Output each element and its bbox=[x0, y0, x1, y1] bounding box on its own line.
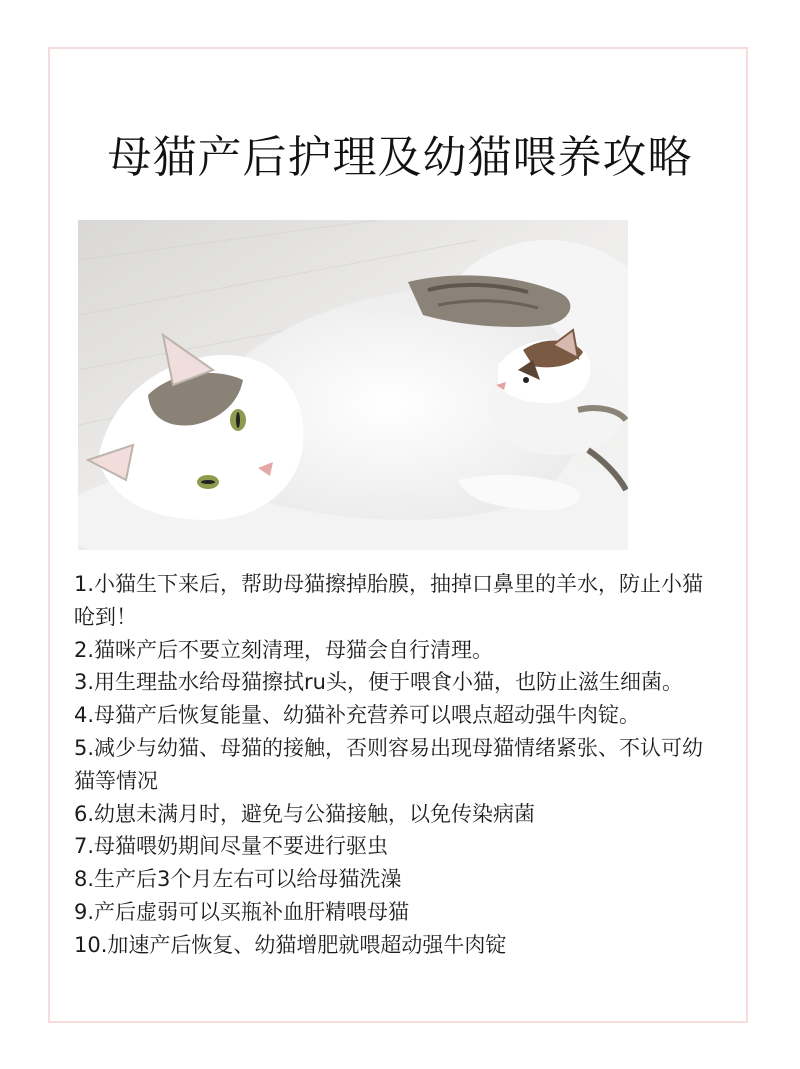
list-item: 4.母猫产后恢复能量、幼猫补充营养可以喂点超动强牛肉锭。 bbox=[74, 703, 641, 728]
list-item: 5.减少与幼猫、母猫的接触，否则容易出现母猫情绪紧张、不认可幼猫等情况 bbox=[74, 735, 704, 793]
list-item: 2.猫咪产后不要立刻清理，母猫会自行清理。 bbox=[74, 637, 494, 662]
list-item: 9.产后虚弱可以买瓶补血肝精喂母猫 bbox=[74, 899, 410, 924]
list-item: 7.母猫喂奶期间尽量不要进行驱虫 bbox=[74, 834, 389, 859]
list-item: 3.用生理盐水给母猫擦拭ru头，便于喂食小猫，也防止滋生细菌。 bbox=[74, 670, 683, 695]
cat-nursing-kitten-photo bbox=[78, 220, 628, 550]
list-item: 6.幼崽未满月时，避免与公猫接触，以免传染病菌 bbox=[74, 801, 536, 826]
page-title: 母猫产后护理及幼猫喂养攻略 bbox=[107, 132, 693, 183]
list-item: 10.加速产后恢复、幼猫增肥就喂超动强牛肉锭 bbox=[74, 932, 507, 957]
list-item: 8.生产后3个月左右可以给母猫洗澡 bbox=[74, 867, 402, 892]
tips-list bbox=[74, 568, 722, 962]
list-item: 1.小猫生下来后，帮助母猫擦掉胎膜，抽掉口鼻里的羊水，防止小猫呛到！ bbox=[74, 572, 704, 629]
